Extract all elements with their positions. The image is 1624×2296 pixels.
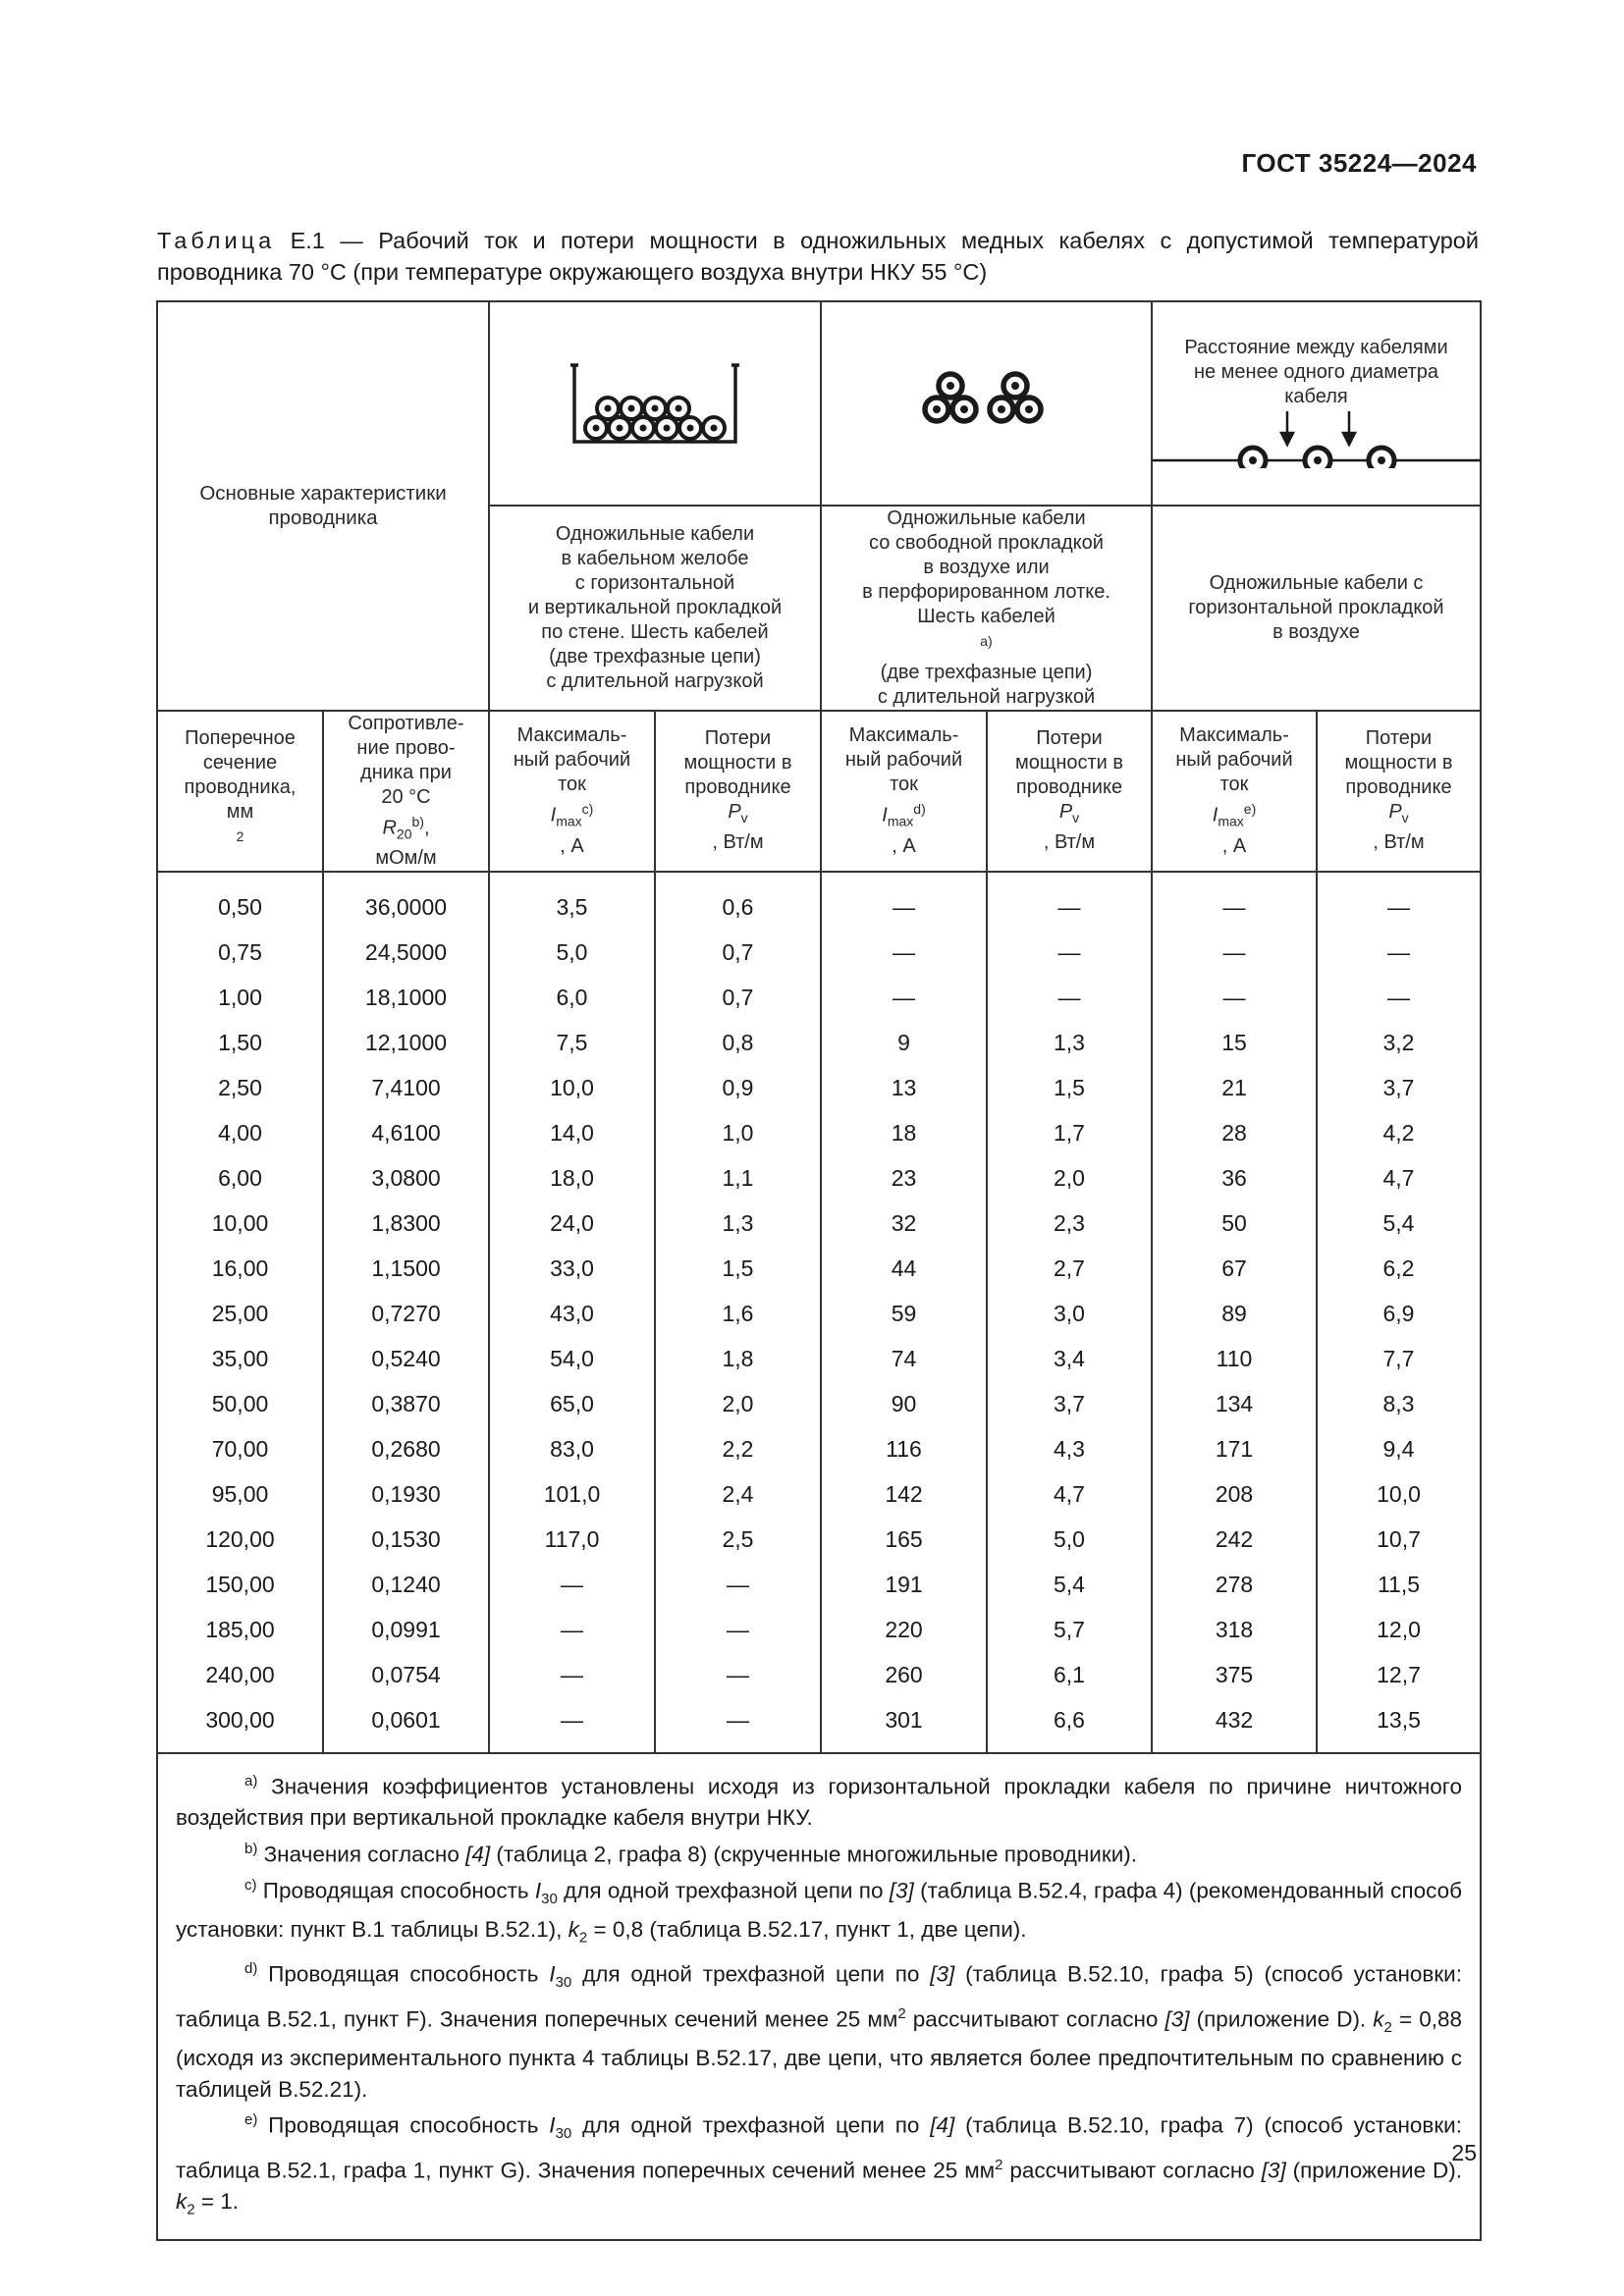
resistance-cell: 7,4100 (323, 1065, 489, 1110)
max-current-cell-3: 242 (1152, 1517, 1317, 1562)
cross-section-cell: 2,50 (157, 1065, 323, 1110)
resistance-cell: 3,0800 (323, 1155, 489, 1201)
max-current-cell-2: 13 (821, 1065, 987, 1110)
max-current-header-3: Максималь- ный рабочий ток $I_{max}^{e)}$ , А (1152, 711, 1317, 873)
cross-section-cell: 50,00 (157, 1381, 323, 1426)
resistance-header: Сопротивле- ние прово- дника при 20 °С $R_{20}^{b)}$, мОм/м (323, 711, 489, 873)
cross-section-cell: 4,00 (157, 1110, 323, 1155)
max-current-cell-3: 36 (1152, 1155, 1317, 1201)
table-row (157, 1697, 1481, 1753)
max-current-cell-1: — (489, 1697, 655, 1753)
power-loss-cell-3: 4,7 (1317, 1155, 1481, 1201)
table-row (157, 1471, 1481, 1517)
power-loss-cell-2: 1,7 (987, 1110, 1152, 1155)
trefoil-cables-icon (913, 364, 1060, 443)
spaced-cables-icon (1153, 409, 1481, 468)
resistance-cell: 0,7270 (323, 1291, 489, 1336)
table-row (157, 1291, 1481, 1336)
caption-text: Е.1 — Рабочий ток и потери мощности в одножильных медных кабелях с допустимой температурой проводника 70 °С (при температуре окружающего воздуха внутри НКУ 55 °С) (157, 228, 1479, 285)
resistance-cell: 1,8300 (323, 1201, 489, 1246)
max-current-cell-1: 18,0 (489, 1155, 655, 1201)
max-current-cell-3: 171 (1152, 1426, 1317, 1471)
power-loss-header-2: Потери мощности в проводнике $P_v$ , Вт/м (987, 711, 1152, 873)
power-loss-cell-2: 1,3 (987, 1020, 1152, 1065)
power-loss-cell-3: 8,3 (1317, 1381, 1481, 1426)
max-current-cell-1: 24,0 (489, 1201, 655, 1246)
power-loss-cell-1: 1,0 (655, 1110, 821, 1155)
table-row (157, 930, 1481, 975)
power-loss-cell-3: 3,2 (1317, 1020, 1481, 1065)
table-row (157, 1246, 1481, 1291)
cross-section-cell: 25,00 (157, 1291, 323, 1336)
max-current-cell-2: 74 (821, 1336, 987, 1381)
power-loss-cell-2: 5,7 (987, 1607, 1152, 1652)
power-loss-cell-2: 2,0 (987, 1155, 1152, 1201)
max-current-cell-2: 142 (821, 1471, 987, 1517)
power-loss-cell-1: 1,3 (655, 1201, 821, 1246)
max-current-cell-2: 191 (821, 1562, 987, 1607)
table-row (157, 975, 1481, 1020)
power-loss-cell-2: 3,4 (987, 1336, 1152, 1381)
power-loss-cell-2: 3,0 (987, 1291, 1152, 1336)
power-loss-cell-3: 3,7 (1317, 1065, 1481, 1110)
max-current-cell-3: 67 (1152, 1246, 1317, 1291)
power-loss-cell-1: 2,4 (655, 1471, 821, 1517)
power-loss-cell-3: — (1317, 930, 1481, 975)
table-row (157, 1381, 1481, 1426)
max-current-cell-2: 165 (821, 1517, 987, 1562)
spaced-cables-diagram (1152, 301, 1481, 506)
power-loss-cell-2: 5,4 (987, 1562, 1152, 1607)
power-loss-cell-2: 6,6 (987, 1697, 1152, 1753)
power-loss-cell-2: — (987, 872, 1152, 930)
max-current-cell-1: 33,0 (489, 1246, 655, 1291)
max-current-cell-2: 116 (821, 1426, 987, 1471)
table-row (157, 1562, 1481, 1607)
max-current-header-1: Максималь- ный рабочий ток $I_{max}^{c)}$ , А (489, 711, 655, 873)
max-current-cell-1: 7,5 (489, 1020, 655, 1065)
resistance-cell: 24,5000 (323, 930, 489, 975)
max-current-cell-3: 278 (1152, 1562, 1317, 1607)
resistance-cell: 0,2680 (323, 1426, 489, 1471)
max-current-cell-1: 5,0 (489, 930, 655, 975)
group2-description: Одножильные кабели со свободной прокладкой в воздухе или в перфорированном лотке. Шесть кабелей $^{а)}$ (две трехфазные цепи) с длительной нагрузкой (821, 506, 1152, 711)
cross-section-cell: 185,00 (157, 1607, 323, 1652)
cross-section-cell: 240,00 (157, 1652, 323, 1697)
cable-tray-icon (567, 349, 743, 457)
table-row (157, 1426, 1481, 1471)
power-loss-cell-1: — (655, 1607, 821, 1652)
max-current-cell-1: 6,0 (489, 975, 655, 1020)
max-current-cell-3: 28 (1152, 1110, 1317, 1155)
cable-tray-diagram (489, 301, 821, 506)
max-current-cell-2: 260 (821, 1652, 987, 1697)
max-current-cell-3: 110 (1152, 1336, 1317, 1381)
max-current-cell-1: 83,0 (489, 1426, 655, 1471)
table-row (157, 1652, 1481, 1697)
power-loss-cell-3: 6,2 (1317, 1246, 1481, 1291)
max-current-cell-2: — (821, 930, 987, 975)
power-loss-cell-3: 4,2 (1317, 1110, 1481, 1155)
max-current-cell-3: 208 (1152, 1471, 1317, 1517)
max-current-cell-1: 65,0 (489, 1381, 655, 1426)
power-loss-cell-3: 5,4 (1317, 1201, 1481, 1246)
power-loss-cell-1: 2,5 (655, 1517, 821, 1562)
footnote-c: $^{c)}$ Проводящая способность $I_{30}$ для одной трехфазной цепи по [3] (таблица В.52.4, графа 4) (рекомендованный способ установки: пункт В.1 таблицы В.52.1), $k_2 = 0,8$ (таблица В.52.17, пункт 1, две цепи). (176, 1876, 1463, 1947)
spacing-note: Расстояние между кабелями не менее одного диаметра кабеля (1184, 337, 1448, 407)
cross-section-cell: 120,00 (157, 1517, 323, 1562)
resistance-cell: 0,0754 (323, 1652, 489, 1697)
power-loss-cell-1: 2,0 (655, 1381, 821, 1426)
power-loss-cell-3: 12,0 (1317, 1607, 1481, 1652)
max-current-cell-1: — (489, 1562, 655, 1607)
power-loss-cell-1: 2,2 (655, 1426, 821, 1471)
power-loss-cell-1: 0,6 (655, 872, 821, 930)
power-loss-cell-2: 3,7 (987, 1381, 1152, 1426)
resistance-cell: 0,0991 (323, 1607, 489, 1652)
max-current-cell-1: 14,0 (489, 1110, 655, 1155)
max-current-cell-2: — (821, 975, 987, 1020)
cross-section-cell: 1,50 (157, 1020, 323, 1065)
max-current-cell-1: 54,0 (489, 1336, 655, 1381)
power-loss-cell-3: 11,5 (1317, 1562, 1481, 1607)
group3-description: Одножильные кабели с горизонтальной прокладкой в воздухе (1152, 506, 1481, 711)
max-current-cell-2: 59 (821, 1291, 987, 1336)
max-current-cell-3: 375 (1152, 1652, 1317, 1697)
caption-label: Таблица (157, 228, 276, 253)
cross-section-header: Поперечное сечение проводника, мм $^2$ (157, 711, 323, 873)
table-row (157, 1607, 1481, 1652)
max-current-cell-2: 23 (821, 1155, 987, 1201)
max-current-cell-2: 44 (821, 1246, 987, 1291)
max-current-cell-1: 43,0 (489, 1291, 655, 1336)
table-row (157, 1110, 1481, 1155)
power-loss-cell-1: 0,9 (655, 1065, 821, 1110)
power-loss-cell-2: 2,7 (987, 1246, 1152, 1291)
table-row (157, 1517, 1481, 1562)
power-loss-cell-2: 5,0 (987, 1517, 1152, 1562)
resistance-cell: 1,1500 (323, 1246, 489, 1291)
power-loss-cell-3: 9,4 (1317, 1426, 1481, 1471)
resistance-cell: 4,6100 (323, 1110, 489, 1155)
table-caption (157, 225, 1479, 288)
max-current-cell-2: 301 (821, 1697, 987, 1753)
max-current-cell-1: — (489, 1652, 655, 1697)
page-number: 25 (1451, 2140, 1477, 2165)
cross-section-cell: 150,00 (157, 1562, 323, 1607)
power-loss-cell-3: — (1317, 975, 1481, 1020)
power-loss-cell-3: 7,7 (1317, 1336, 1481, 1381)
max-current-cell-1: 117,0 (489, 1517, 655, 1562)
table-row (157, 1336, 1481, 1381)
resistance-cell: 0,1930 (323, 1471, 489, 1517)
max-current-cell-3: 21 (1152, 1065, 1317, 1110)
cross-section-cell: 300,00 (157, 1697, 323, 1753)
power-loss-cell-2: 1,5 (987, 1065, 1152, 1110)
power-loss-cell-1: 1,1 (655, 1155, 821, 1201)
group1-description: Одножильные кабели в кабельном желобе с горизонтальной и вертикальной прокладкой по стене. Шесть кабелей (две трехфазные цепи) с длительной нагрузкой (489, 506, 821, 711)
table-row (157, 1201, 1481, 1246)
resistance-cell: 12,1000 (323, 1020, 489, 1065)
resistance-cell: 0,0601 (323, 1697, 489, 1753)
max-current-cell-1: 10,0 (489, 1065, 655, 1110)
power-loss-cell-3: 12,7 (1317, 1652, 1481, 1697)
resistance-cell: 0,3870 (323, 1381, 489, 1426)
cross-section-cell: 35,00 (157, 1336, 323, 1381)
max-current-cell-1: 101,0 (489, 1471, 655, 1517)
power-loss-cell-1: — (655, 1652, 821, 1697)
cross-section-cell: 1,00 (157, 975, 323, 1020)
power-loss-cell-3: 10,0 (1317, 1471, 1481, 1517)
power-loss-cell-1: 0,8 (655, 1020, 821, 1065)
footnote-b: $^{b)}$ Значения согласно [4] (таблица 2, графа 8) (скрученные многожильные проводники). (244, 1840, 1138, 1867)
max-current-cell-1: 3,5 (489, 872, 655, 930)
footnote-d: $^{d)}$ Проводящая способность $I_{30}$ для одной трехфазной цепи по [3] (таблица В.52.10, графа 5) (способ установки: таблица В.52.1, пункт F). Значения поперечных сечений менее 25 $мм^2$ рассчитывают согласно [3] (приложение D). $k_2 = 0,88$ (исходя из экспериментального пункта 4 таблицы В.52.17, две цепи, что является более предпочтительным по сравнению с таблицей В.52.21). (176, 1960, 1462, 2102)
power-loss-cell-1: — (655, 1697, 821, 1753)
power-loss-header-3: Потери мощности в проводнике $P_v$ , Вт/м (1317, 711, 1481, 873)
power-loss-cell-1: 0,7 (655, 975, 821, 1020)
max-current-cell-1: — (489, 1607, 655, 1652)
max-current-cell-3: 432 (1152, 1697, 1317, 1753)
max-current-cell-2: 9 (821, 1020, 987, 1065)
cross-section-cell: 16,00 (157, 1246, 323, 1291)
power-loss-cell-1: 1,5 (655, 1246, 821, 1291)
max-current-cell-2: 220 (821, 1607, 987, 1652)
table-footnotes (157, 1753, 1481, 2240)
power-loss-cell-1: 0,7 (655, 930, 821, 975)
power-loss-cell-3: 13,5 (1317, 1697, 1481, 1753)
max-current-cell-3: 50 (1152, 1201, 1317, 1246)
footnote-e: $^{e)}$ Проводящая способность $I_{30}$ для одной трехфазной цепи по [4] (таблица В.52.10, графа 7) (способ установки: таблица В.52.1, графа 1, пункт G). Значения поперечных сечений менее 25 $мм^2$ рассчитывают согласно [3] (приложение D). $k_2 = 1$. (176, 2111, 1462, 2218)
cross-section-cell: 0,50 (157, 872, 323, 930)
data-table (156, 300, 1482, 2241)
table-row (157, 1065, 1481, 1110)
power-loss-header-1: Потери мощности в проводнике $P_v$ , Вт/м (655, 711, 821, 873)
resistance-cell: 18,1000 (323, 975, 489, 1020)
max-current-cell-2: 18 (821, 1110, 987, 1155)
table-container (156, 300, 1480, 2218)
cross-section-cell: 0,75 (157, 930, 323, 975)
cross-section-cell: 70,00 (157, 1426, 323, 1471)
power-loss-cell-3: — (1317, 872, 1481, 930)
base-characteristics-header: Основные характеристики проводника (157, 301, 489, 711)
table-row (157, 1020, 1481, 1065)
cross-section-cell: 6,00 (157, 1155, 323, 1201)
trefoil-cables-diagram (821, 301, 1152, 506)
power-loss-cell-2: — (987, 975, 1152, 1020)
power-loss-cell-2: 2,3 (987, 1201, 1152, 1246)
max-current-cell-3: — (1152, 975, 1317, 1020)
resistance-cell: 0,1240 (323, 1562, 489, 1607)
power-loss-cell-2: — (987, 930, 1152, 975)
resistance-cell: 36,0000 (323, 872, 489, 930)
power-loss-cell-1: 1,6 (655, 1291, 821, 1336)
power-loss-cell-2: 4,7 (987, 1471, 1152, 1517)
max-current-cell-3: 15 (1152, 1020, 1317, 1065)
power-loss-cell-1: 1,8 (655, 1336, 821, 1381)
resistance-cell: 0,5240 (323, 1336, 489, 1381)
footnote-a: $^{а)}$ Значения коэффициентов установлены исходя из горизонтальной прокладки кабеля по причине ничтожного воздействия при вертикальной прокладке кабеля внутри НКУ. (176, 1773, 1462, 1831)
power-loss-cell-2: 4,3 (987, 1426, 1152, 1471)
max-current-cell-2: — (821, 872, 987, 930)
max-current-cell-3: 318 (1152, 1607, 1317, 1652)
max-current-cell-3: 134 (1152, 1381, 1317, 1426)
max-current-cell-2: 90 (821, 1381, 987, 1426)
table-row (157, 872, 1481, 930)
table-body (157, 872, 1481, 1753)
cross-section-cell: 10,00 (157, 1201, 323, 1246)
power-loss-cell-2: 6,1 (987, 1652, 1152, 1697)
max-current-cell-3: 89 (1152, 1291, 1317, 1336)
max-current-cell-3: — (1152, 930, 1317, 975)
power-loss-cell-1: — (655, 1562, 821, 1607)
max-current-cell-2: 32 (821, 1201, 987, 1246)
resistance-cell: 0,1530 (323, 1517, 489, 1562)
max-current-cell-3: — (1152, 872, 1317, 930)
max-current-header-2: Максималь- ный рабочий ток $I_{max}^{d)}$ , А (821, 711, 987, 873)
cross-section-cell: 95,00 (157, 1471, 323, 1517)
power-loss-cell-3: 10,7 (1317, 1517, 1481, 1562)
power-loss-cell-3: 6,9 (1317, 1291, 1481, 1336)
standard-code: ГОСТ 35224—2024 (1241, 148, 1477, 178)
table-row (157, 1155, 1481, 1201)
